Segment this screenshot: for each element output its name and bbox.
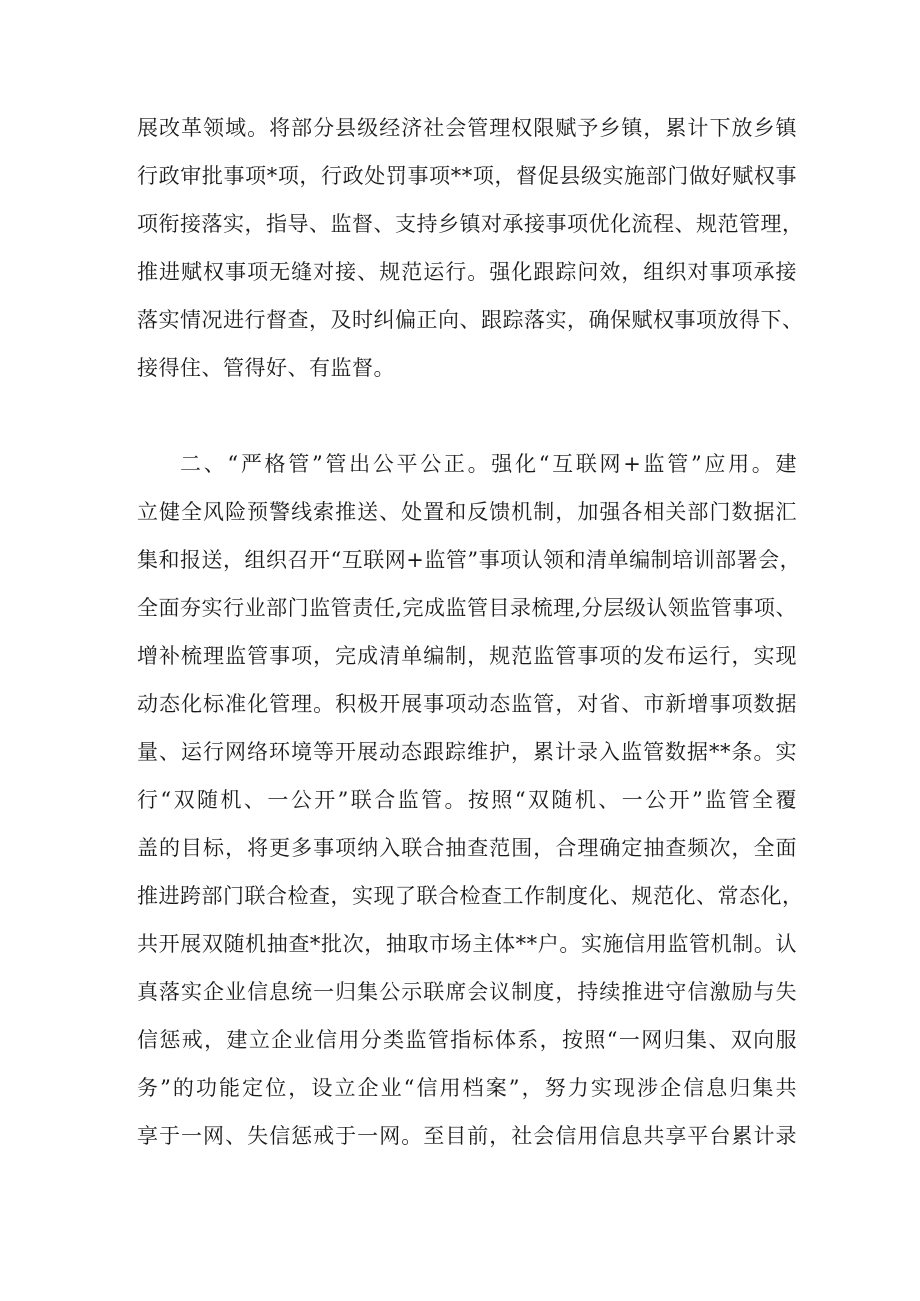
paragraph-line: 盖的目标，将更多事项纳入联合抽查范围，合理确定抽查频次，全面 xyxy=(137,836,797,860)
paragraph-line: 接得住、管得好、有监督。 xyxy=(137,356,395,380)
paragraph-line: 行“双随机、一公开”联合监管。按照“双随机、一公开”监管全覆 xyxy=(137,788,797,812)
paragraph-line: 增补梳理监管事项，完成清单编制，规范监管事项的发布运行，实现 xyxy=(137,644,797,668)
paragraph-line: 量、运行网络环境等开展动态跟踪维护，累计录入监管数据**条。实 xyxy=(137,740,797,764)
paragraph-line: 真落实企业信息统一归集公示联席会议制度，持续推进守信激励与失 xyxy=(137,980,797,1004)
paragraph-line: 项衔接落实，指导、监督、支持乡镇对承接事项优化流程、规范管理， xyxy=(137,212,804,236)
paragraph-line: 享于一网、失信惩戒于一网。至目前，社会信用信息共享平台累计录 xyxy=(137,1124,797,1148)
paragraph-line: 信惩戒，建立企业信用分类监管指标体系，按照“一网归集、双向服 xyxy=(137,1028,797,1052)
paragraph-line: 共开展双随机抽查*批次，抽取市场主体**户。实施信用监管机制。认 xyxy=(137,932,797,956)
paragraph-line: 推进赋权事项无缝对接、规范运行。强化跟踪问效，组织对事项承接 xyxy=(137,260,797,284)
paragraph-line: 二、“严格管”管出公平公正。强化“互联网+监管”应用。建 xyxy=(180,452,797,476)
paragraph-line: 务”的功能定位，设立企业“信用档案”，努力实现涉企信息归集共 xyxy=(137,1076,797,1100)
paragraph-line: 立健全风险预警线索推送、处置和反馈机制，加强各相关部门数据汇 xyxy=(137,500,797,524)
paragraph-line: 全面夯实行业部门监管责任,完成监管目录梳理,分层级认领监管事项、 xyxy=(137,596,797,620)
paragraph-line: 落实情况进行督查，及时纠偏正向、跟踪落实，确保赋权事项放得下、 xyxy=(137,308,804,332)
paragraph-line: 集和报送，组织召开“互联网+监管”事项认领和清单编制培训部署会， xyxy=(137,548,802,572)
paragraph-line: 展改革领域。将部分县级经济社会管理权限赋予乡镇，累计下放乡镇 xyxy=(137,116,797,140)
paragraph-line: 动态化标准化管理。积极开展事项动态监管，对省、市新增事项数据 xyxy=(137,692,797,716)
paragraph-line: 行政审批事项*项，行政处罚事项**项，督促县级实施部门做好赋权事 xyxy=(137,164,797,188)
paragraph-line: 推进跨部门联合检查，实现了联合检查工作制度化、规范化、常态化， xyxy=(137,884,804,908)
